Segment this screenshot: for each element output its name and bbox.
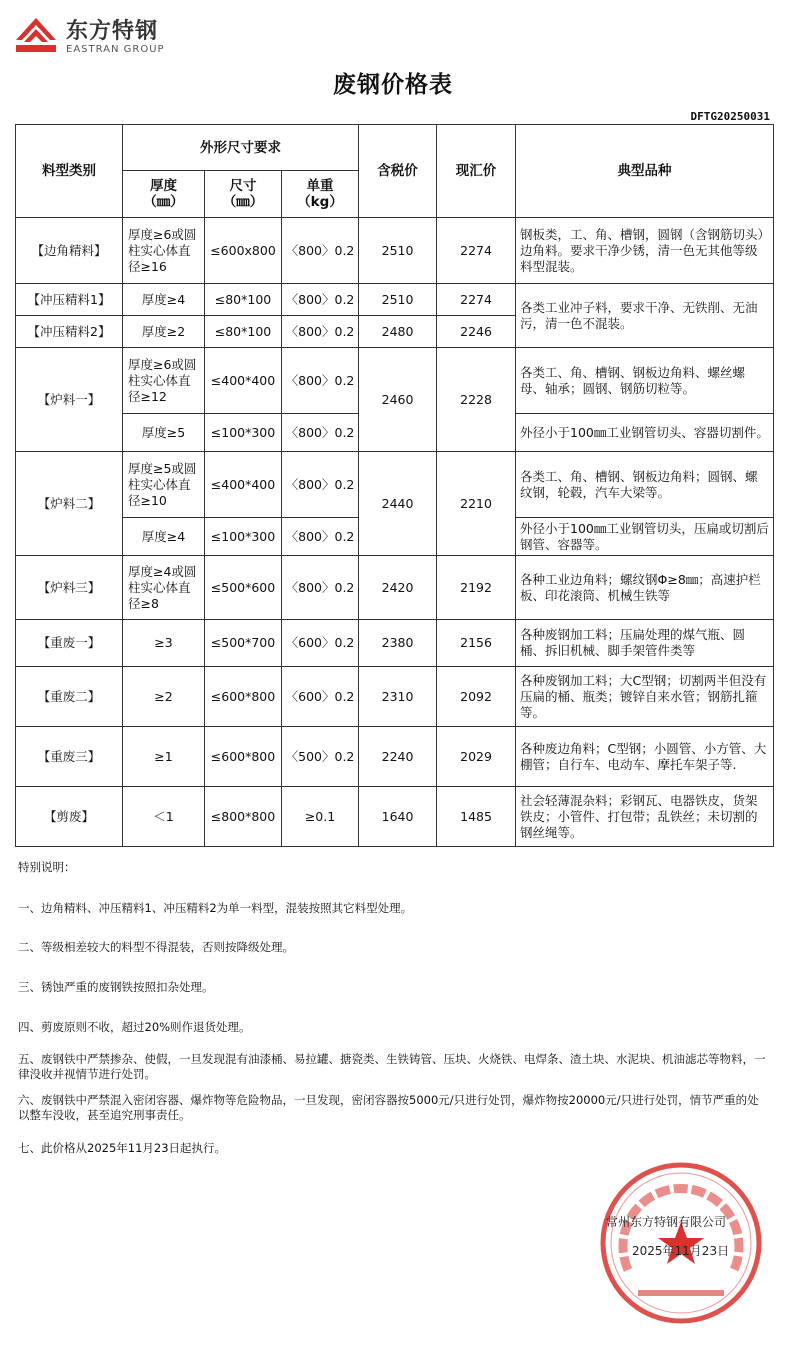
thickness-cell: 厚度≥5或圆柱实心体直径≥10 [123, 452, 205, 518]
typical-cell: 各类工、角、槽钢、钢板边角料；圆钢、螺纹钢，轮毂，汽车大梁等。 [516, 452, 774, 518]
typical-cell: 各类工、角、槽钢、钢板边角料、螺丝螺母、轴承；圆钢、钢筋切粒等。 [516, 348, 774, 414]
typical-cell: 各类工业冲子料，要求干净、无铁削、无油污，清一色不混装。 [516, 284, 774, 348]
note-item: 三、锈蚀严重的废钢铁按照扣杂处理。 [18, 980, 214, 994]
typical-cell: 钢板类，工、角、槽钢，圆钢（含钢筋切头）边角料。要求干净少锈，清一色无其他等级料型混装。 [516, 218, 774, 284]
document-number: DFTG20250031 [690, 110, 770, 123]
size-cell: ≤80*100 [205, 316, 282, 348]
table-row [16, 348, 774, 414]
typical-cell: 各种工业边角料；螺纹钢Φ≥8㎜；高速护栏板、印花滚筒、机械生铁等 [516, 556, 774, 620]
size-cell: ≤100*300 [205, 518, 282, 556]
typical-cell: 外径小于100㎜工业钢管切头、容器切割件。 [516, 414, 774, 452]
table-row [16, 556, 774, 620]
tax-price-cell: 2440 [359, 452, 437, 556]
thickness-cell: 厚度≥6或圆柱实心体直径≥16 [123, 218, 205, 284]
table-row [16, 452, 774, 518]
tax-price-cell: 2310 [359, 667, 437, 727]
thickness-cell: ≥1 [123, 727, 205, 787]
weight-cell: 〈800〉0.2 [282, 414, 359, 452]
header-tax-price: 含税价 [359, 125, 437, 218]
weight-cell: 〈800〉0.2 [282, 218, 359, 284]
cash-price-cell: 2210 [437, 452, 516, 556]
thickness-cell: 厚度≥4或圆柱实心体直径≥8 [123, 556, 205, 620]
header-size: 尺寸 （㎜） [205, 171, 282, 218]
thickness-cell: ≥2 [123, 667, 205, 727]
category-cell: 【重废二】 [16, 667, 123, 727]
thickness-cell: 厚度≥6或圆柱实心体直径≥12 [123, 348, 205, 414]
category-cell: 【冲压精料1】 [16, 284, 123, 316]
weight-cell: 〈500〉0.2 [282, 727, 359, 787]
size-cell: ≤600x800 [205, 218, 282, 284]
price-table [15, 124, 774, 847]
size-cell: ≤800*800 [205, 787, 282, 847]
tax-price-cell: 2480 [359, 316, 437, 348]
logo-text-en: EASTRAN GROUP [66, 44, 165, 55]
size-cell: ≤500*700 [205, 620, 282, 667]
cash-price-cell: 2092 [437, 667, 516, 727]
cash-price-cell: 2274 [437, 284, 516, 316]
size-cell: ≤600*800 [205, 667, 282, 727]
tax-price-cell: 2240 [359, 727, 437, 787]
cash-price-cell: 2228 [437, 348, 516, 452]
header-cash-price: 现汇价 [437, 125, 516, 218]
cash-price-cell: 2274 [437, 218, 516, 284]
table-row [16, 218, 774, 284]
cash-price-cell: 2029 [437, 727, 516, 787]
cash-price-cell: 1485 [437, 787, 516, 847]
tax-price-cell: 2420 [359, 556, 437, 620]
note-item: 四、剪废原则不收，超过20%则作退货处理。 [18, 1020, 251, 1034]
weight-cell: 〈800〉0.2 [282, 348, 359, 414]
logo-text-cn: 东方特钢 [66, 19, 159, 44]
typical-cell: 外径小于100㎜工业钢管切头，压扁或切割后钢管、容器等。 [516, 518, 774, 556]
category-cell: 【炉料二】 [16, 452, 123, 556]
size-cell: ≤600*800 [205, 727, 282, 787]
table-row [16, 667, 774, 727]
weight-cell: 〈800〉0.2 [282, 518, 359, 556]
thickness-cell: ≥3 [123, 620, 205, 667]
weight-cell: 〈800〉0.2 [282, 316, 359, 348]
category-cell: 【炉料一】 [16, 348, 123, 452]
thickness-cell: 厚度≥2 [123, 316, 205, 348]
note-item: 一、边角精料、冲压精料1、冲压精料2为单一料型，混装按照其它料型处理。 [18, 901, 413, 915]
typical-cell: 各种废边角料；C型钢；小圆管、小方管、大棚管；自行车、电动车、摩托车架子等. [516, 727, 774, 787]
tax-price-cell: 2510 [359, 284, 437, 316]
size-cell: ≤80*100 [205, 284, 282, 316]
thickness-cell: 厚度≥4 [123, 284, 205, 316]
logo-mark-icon [14, 16, 58, 54]
weight-cell: 〈800〉0.2 [282, 284, 359, 316]
typical-cell: 社会轻薄混杂料；彩钢瓦、电器铁皮，货架铁皮；小管件、打包带；乱铁丝；未切割的钢丝绳等。 [516, 787, 774, 847]
header-thickness: 厚度 （㎜） [123, 171, 205, 218]
category-cell: 【重废一】 [16, 620, 123, 667]
header-category: 料型类别 [16, 125, 123, 218]
category-cell: 【剪废】 [16, 787, 123, 847]
note-item: 五、废钢铁中严禁掺杂、使假，一旦发现混有油漆桶、易拉罐、搪瓷类、生铁铸管、压块、火烧铁、电焊条、渣土块、水泥块、机油滤芯等物料，一律没收并视情节进行处罚。 [18, 1052, 766, 1081]
typical-cell: 各种废钢加工料；大C型钢；切割两半但没有压扁的桶、瓶类；镀锌自来水管；钢筋扎箍等。 [516, 667, 774, 727]
category-cell: 【炉料三】 [16, 556, 123, 620]
weight-cell: ≥0.1 [282, 787, 359, 847]
note-item: 二、等级相差较大的料型不得混装，否则按降级处理。 [18, 940, 294, 954]
weight-cell: 〈600〉0.2 [282, 667, 359, 727]
table-row [16, 620, 774, 667]
thickness-cell: 厚度≥5 [123, 414, 205, 452]
table-row [16, 787, 774, 847]
cash-price-cell: 2192 [437, 556, 516, 620]
size-cell: ≤500*600 [205, 556, 282, 620]
cash-price-cell: 2246 [437, 316, 516, 348]
typical-cell: 各种废钢加工料；压扁处理的煤气瓶、圆桶、拆旧机械、脚手架管件类等 [516, 620, 774, 667]
table-row [16, 284, 774, 316]
table-row [16, 727, 774, 787]
thickness-cell: ＜1 [123, 787, 205, 847]
page-title: 废钢价格表 [333, 72, 453, 98]
weight-cell: 〈800〉0.2 [282, 556, 359, 620]
tax-price-cell: 1640 [359, 787, 437, 847]
category-cell: 【边角精料】 [16, 218, 123, 284]
notes-heading: 特别说明： [18, 860, 76, 874]
signature-company: 常州东方特钢有限公司 [606, 1215, 727, 1229]
header-typical: 典型品种 [516, 125, 774, 218]
size-cell: ≤400*400 [205, 348, 282, 414]
size-cell: ≤100*300 [205, 414, 282, 452]
signature-date: 2025年11月23日 [632, 1244, 730, 1258]
category-cell: 【重废三】 [16, 727, 123, 787]
header-weight: 单重 （kg） [282, 171, 359, 218]
tax-price-cell: 2510 [359, 218, 437, 284]
cash-price-cell: 2156 [437, 620, 516, 667]
note-item: 七、此价格从2025年11月23日起执行。 [18, 1141, 227, 1155]
weight-cell: 〈800〉0.2 [282, 452, 359, 518]
company-logo [14, 14, 189, 62]
tax-price-cell: 2460 [359, 348, 437, 452]
category-cell: 【冲压精料2】 [16, 316, 123, 348]
size-cell: ≤400*400 [205, 452, 282, 518]
tax-price-cell: 2380 [359, 620, 437, 667]
thickness-cell: 厚度≥4 [123, 518, 205, 556]
weight-cell: 〈600〉0.2 [282, 620, 359, 667]
note-item: 六、废钢铁中严禁混入密闭容器、爆炸物等危险物品，一旦发现，密闭容器按5000元/只进行处罚，爆炸物按20000元/只进行处罚，情节严重的处以整车没收，甚至追究刑事责任。 [18, 1093, 759, 1122]
header-dimensions: 外形尺寸要求 [123, 125, 359, 171]
